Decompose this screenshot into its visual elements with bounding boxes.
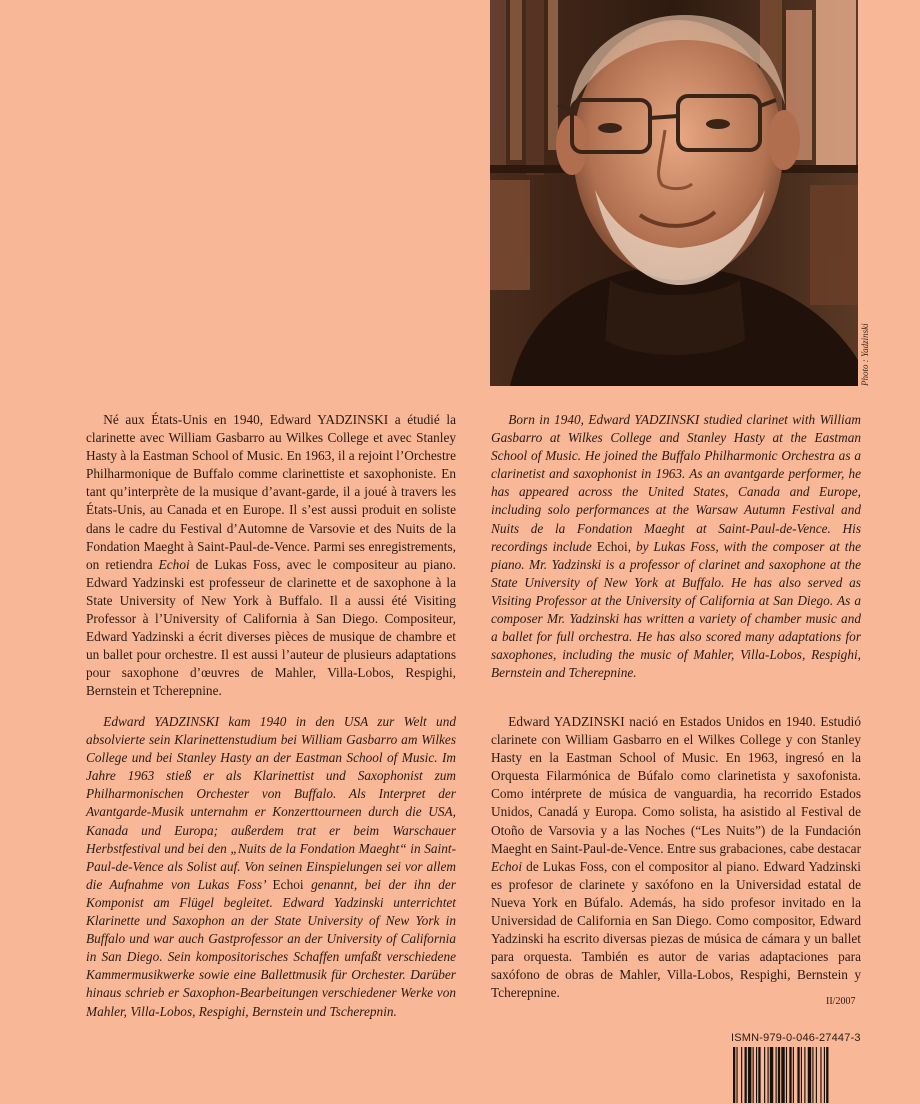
barcode-bar [824, 1047, 825, 1103]
barcode-bar [745, 1047, 747, 1103]
barcode-bar [797, 1047, 799, 1103]
barcode-bar [812, 1047, 813, 1103]
barcode-bar [753, 1047, 754, 1103]
bio-spanish: Edward YADZINSKI nació en Estados Unidos en 1940. Estudió clarinete con William Gasbarro en el Wilkes College y con Stanley Hasty en la Eastman School of Music. En 1963, ingresó en la Orquesta Filarmónica de Búfalo como clarinetista y saxofonista. Como intérprete de música de vanguardia, ha recorrido Estados Unidos, Canadá y Europa. Como solista, ha asistido al Festival de Otoño de Varsovia y a las Noches (“Les Nuits”) de la Fundación Maeght en Saint-Paul-de-Vence. Entre sus grabaciones, cabe destacar Echoi de Lukas Foss, con el compositor al piano. Edward Yadzinski es profesor de clarinete y saxófono en la Universidad estatal de Nueva York en Búfalo. Además, ha sido profesor invitado en la Universidad de California en San Diego. Como compositor, Edward Yadzinski ha escrito diversas piezas de música de cámara y un ballet para orquesta. También es autor de varias adaptaciones para saxófono de obras de Mahler, Villa-Lobos, Respighi, Bernstein y Tcherepnine. [491, 714, 861, 1001]
barcode-bar [741, 1047, 742, 1103]
barcode-bar [778, 1047, 780, 1103]
barcode-bar [770, 1047, 773, 1103]
barcode-bar [764, 1047, 765, 1103]
bio-french: Né aux États-Unis en 1940, Edward YADZINSKI a étudié la clarinette avec William Gasbarro au Wilkes College et avec Stanley Hasty à la Eastman School of Music. En 1963, il a rejoint l’Orchestre Philharmonique de Buffalo comme clarinettiste et saxophoniste. En tant qu’interprète de la musique d’avant-garde, il a joué à travers les États-Unis, au Canada et en Europe. Il s’est aussi produit en soliste dans le cadre du Festival d’Automne de Varsovie et des Nuits de la Fondation Maeght à Saint-Paul-de-Vence. Parmi ses enregistrements, on retiendra Echoi de Lukas Foss, avec le compositeur au piano. Edward Yadzinski est professeur de clarinette et de saxophone à la State University of New York à Buffalo. Il a aussi été Visiting Professor à l’University of California à San Diego. Compositeur, Edward Yadzinski a écrit diverses pièces de musique de chambre et un ballet pour orchestre. Il est aussi l’auteur de plusieurs adaptations pour saxophone d’œuvres de Mahler, Villa-Lobos, Respighi, Bernstein et Tcherepnine. [86, 412, 456, 699]
barcode-bar [804, 1047, 805, 1103]
barcode-bar [776, 1047, 777, 1103]
barcode-bar [816, 1047, 817, 1103]
barcode-bar [758, 1047, 760, 1103]
edition-date: II/2007 [826, 996, 856, 1007]
barcode-bar [789, 1047, 791, 1103]
portrait-illustration [490, 0, 858, 386]
photo-credit: Photo : Yadzinski [860, 323, 870, 386]
barcode-block [731, 1031, 862, 1104]
barcode-bar [768, 1047, 769, 1103]
bio-german: Edward YADZINSKI kam 1940 in den USA zur Welt und absolvierte sein Klarinettenstudium bei William Gasbarro am Wilkes College und bei Stanley Hasty an der Eastman School of Music. Im Jahre 1963 stieß er als Klarinettist und Saxophonist zum Philharmonischen Orchester von Buffalo. Als Interpret der Avantgarde-Musik unternahm er Konzerttourneen durch die USA, Kanada und Europa; außerdem trat er beim Warschauer Herbstfestival und bei den „Nuits de la Fondation Maeght“ in Saint-Paul-de-Vence als Solist auf. Von seinen Einspielungen sei vor allem die Aufnahme von Lukas Foss’ Echoi genannt, bei der ihn der Komponist am Flügel begleitet. Edward Yadzinski unterrichtet Klarinette und Saxophon an der State University of New York in Buffalo und war auch Gastprofessor an der University of California in San Diego. Sein kompositorisches Schaffen umfaßt verschiedene Kammermusikwerke sowie eine Ballettmusik für Orchester. Darüber hinaus schrieb er Saxophon-Bearbeitungen verschiedener Werke von Mahler, Villa-Lobos, Respighi, Bernstein und Tscherepnin. [86, 714, 456, 1019]
barcode-bar [736, 1047, 737, 1103]
bio-english: Born in 1940, Edward YADZINSKI studied clarinet with William Gasbarro at Wilkes College and Stanley Hasty at the Eastman School of Music. He joined the Buffalo Philharmonic Orchestra as a clarinetist and saxophonist in 1963. As an avantgarde performer, he has appeared across the United States, Canada and Europe, including solo performances at the Warsaw Autumn Festival and Nuits de la Fondation Maeght at Saint-Paul-de-Vence. His recordings include Echoi, by Lukas Foss, with the composer at the piano. Mr. Yadzinski is a professor of clarinet and saxophone at the State University of New York at Buffalo. He has also served as Visiting Professor at the University of California at San Diego. As a composer Mr. Yadzinski has written a variety of chamber music and a ballet for full orchestra. He has also scored many adaptations for saxophones, including the music of Mahler, Villa-Lobos, Respighi, Bernstein and Tcherepnine. [491, 412, 861, 681]
barcode-bar [793, 1047, 794, 1103]
barcode-bar [733, 1047, 735, 1103]
barcode-bar [781, 1047, 784, 1103]
portrait-photo [490, 0, 858, 386]
barcode-bar [756, 1047, 757, 1103]
barcode-icon [731, 1047, 862, 1103]
isbn-label: ISMN-979-0-046-27447-3 [731, 1032, 861, 1044]
barcode-bar [820, 1047, 821, 1103]
barcode-bar [826, 1047, 828, 1103]
barcode-bar [748, 1047, 751, 1103]
barcode-bar [801, 1047, 802, 1103]
barcode-bar [808, 1047, 811, 1103]
barcode-bar [786, 1047, 787, 1103]
